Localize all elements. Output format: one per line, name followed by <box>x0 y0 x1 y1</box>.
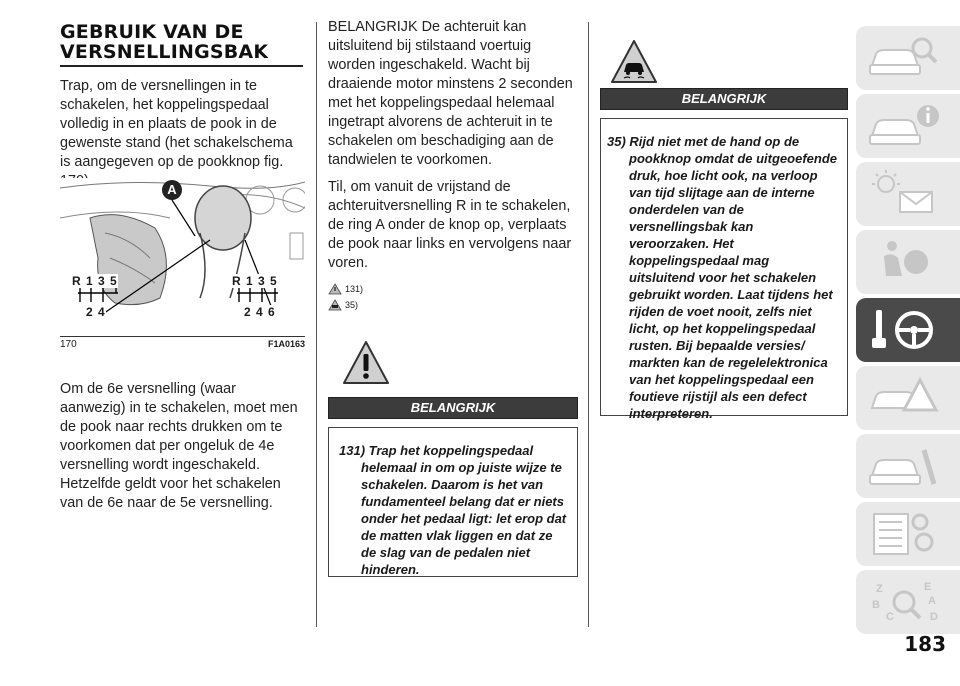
car-wrench-icon <box>864 440 944 492</box>
svg-text:A: A <box>928 595 936 607</box>
heading-line-2: VERSNELLINGSBAK <box>60 41 269 63</box>
figure-number: 170 <box>60 339 77 350</box>
warning-triangle-icon <box>864 372 944 424</box>
intro-paragraph: Trap, om de versnellingen in te schakelen, het koppelingspedaal volledig in en plaats de pook in de gewenste stand (het schakelschema is aangegeven op de pookknop fig. <box>60 78 293 170</box>
figure-code: F1A0163 <box>267 339 305 349</box>
tab-list-gear[interactable] <box>856 502 960 566</box>
reference-label: 35) <box>345 300 359 310</box>
car-skid-warning-icon <box>610 38 658 86</box>
svg-text:D: D <box>930 611 938 623</box>
warning-icon <box>328 283 342 295</box>
notice-title: BELANGRIJK <box>328 397 578 419</box>
tab-airbag[interactable] <box>856 230 960 294</box>
notice-35 <box>600 88 848 421</box>
airbag-icon <box>864 236 944 288</box>
tab-warning-triangle[interactable] <box>856 366 960 430</box>
list-gear-icon <box>864 508 944 560</box>
sixth-gear-paragraph: Om de 6e versnelling (waar aanwezig) in te schakelen, moet men de pook naar rechts drukken om te voorkomen dat per ongeluk de 4e versnelling wordt ingeschakeld. Hetzelfde geldt voor het schakelen van de 6e naar de 5e versnelling. <box>60 381 298 511</box>
reference-35[interactable] <box>328 297 578 313</box>
tab-car-wrench[interactable] <box>856 434 960 498</box>
shift-pattern-right-bottom: 2 4 6 <box>244 305 276 319</box>
tab-car-search[interactable] <box>856 26 960 90</box>
section-heading <box>60 22 305 62</box>
notice-text: 131) Trap het koppelingspedaal helemaal in om op juiste wijze te schakelen. Daarom is het van fundamenteel belang dat er niets onder het pedaal ligt: let erop dat de matten vlak liggen en dat ze de slag van de pedalen niet hinderen. <box>339 443 567 577</box>
svg-text:Z: Z <box>876 583 883 595</box>
reference-131[interactable] <box>328 281 578 297</box>
shift-pattern-left-top: R 1 3 5 <box>72 274 118 288</box>
shift-pattern-right-top: R 1 3 5 <box>232 274 278 288</box>
alphabet-index-icon <box>864 576 944 628</box>
notice-131 <box>328 397 578 577</box>
warning-symbol-block <box>342 339 578 387</box>
label-a: A <box>167 182 177 197</box>
svg-text:B: B <box>872 599 880 611</box>
car-warning-block <box>610 38 848 86</box>
shift-pattern-left-bottom: 2 4 <box>86 305 106 319</box>
figure-caption <box>60 336 305 355</box>
column-3 <box>600 22 848 421</box>
tab-dashboard-lights[interactable] <box>856 162 960 226</box>
warning-triangle-icon <box>342 339 390 387</box>
column-2 <box>328 18 578 577</box>
svg-text:E: E <box>924 581 932 593</box>
figure-170 <box>60 178 305 358</box>
notice-body <box>328 427 578 577</box>
car-warning-icon <box>328 299 342 311</box>
svg-text:C: C <box>886 611 894 623</box>
page-number: 183 <box>904 632 946 656</box>
reverse-paragraph-1: BELANGRIJK De achteruit kan uitsluitend bij stilstaand voertuig worden ingeschakeld. Wacht bij draaiende motor minstens 2 seconden met het koppelingspedaal helemaal ingetrapt alvorens de achteruit in te schakelen om beschadiging aan de tandwielen te voorkomen. <box>328 19 573 168</box>
steering-key-icon <box>864 304 944 356</box>
heading-rule <box>60 65 303 67</box>
reverse-paragraph-2: Til, om vanuit de vrijstand de achteruitversnelling R in te schakelen, de ring A onder de knop op, verplaats de pook naar links en vervolgens naar voren. <box>328 179 572 271</box>
reference-list <box>328 281 578 313</box>
car-search-icon <box>864 32 944 84</box>
column-divider-2 <box>588 22 589 627</box>
tab-steering-key[interactable] <box>856 298 960 362</box>
notice-body <box>600 118 848 421</box>
car-info-icon <box>864 100 944 152</box>
tab-alphabet-index[interactable] <box>856 570 960 634</box>
notice-text: 35) Rijd niet met de hand op de pookknop omdat de uitgeoefende druk, hoe licht ook, na verloop van tijd slijtage aan de interne onderdelen van de versnellingsbak kan veroorzaken. Het koppelingspedaal mag uitsluitend voor het schakelen gebruikt worden. Laat tijdens het rijden de voet nooit, zelfs niet licht, op het koppelingspedaal rusten. Bij bepaalde versies/ markten kan de regelelektronica van het koppelingspedaal een foutieve rijstijl als een defect interpreteren. <box>607 134 838 421</box>
tab-car-info[interactable] <box>856 94 960 158</box>
dashboard-lights-icon <box>864 168 944 220</box>
column-1 <box>60 22 305 191</box>
notice-title: BELANGRIJK <box>600 88 848 110</box>
column-divider-1 <box>316 22 317 627</box>
heading-line-1: GEBRUIK VAN DE <box>60 21 244 43</box>
column-1-lower <box>60 380 305 513</box>
reference-label: 131) <box>345 284 364 294</box>
